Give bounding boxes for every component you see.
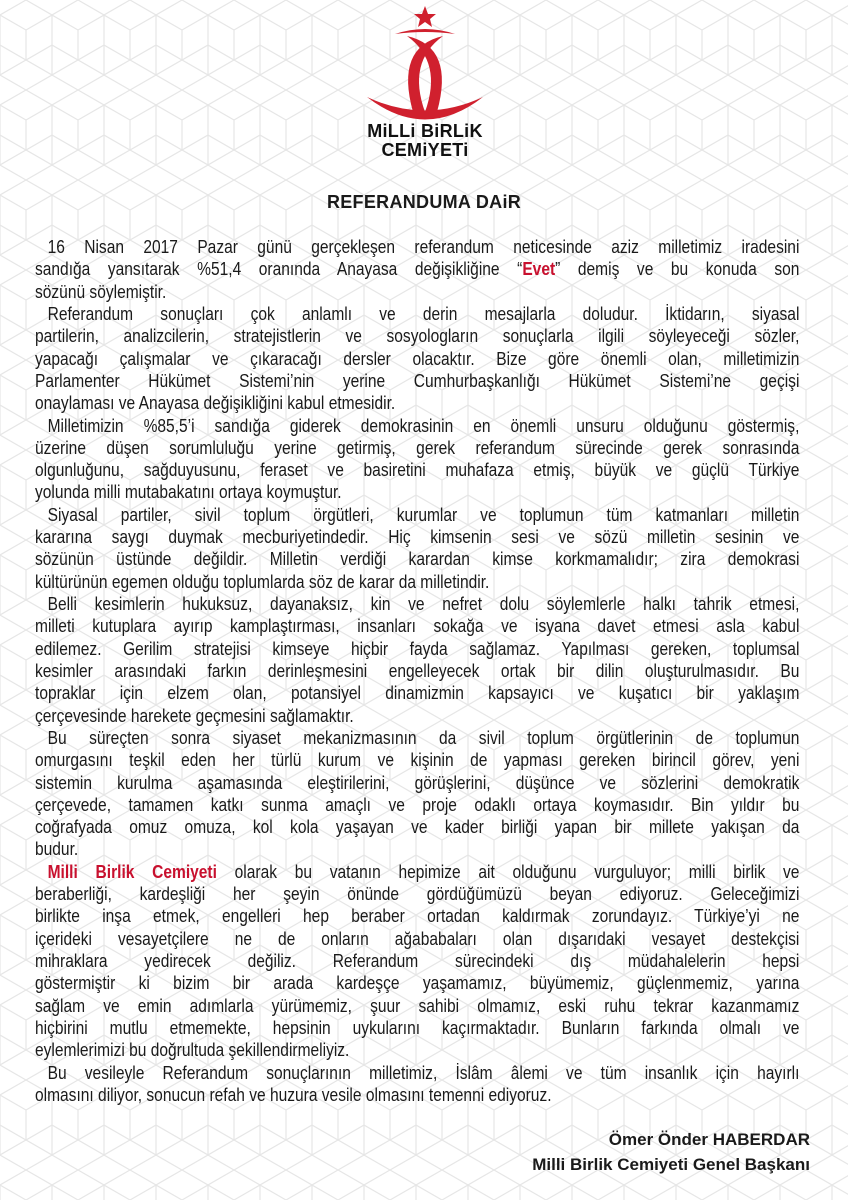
paragraph-line: eylemlerimizi bu doğrultuda şekillendirmeliyiz. [35,1039,350,1061]
paragraph-line: olgunluğunu, sağduyusunu, feraset ve basiretini muhafaza etmiş, büyük ve güçlü Türkiye [35,459,800,481]
document-title: REFERANDUMA DAiR [326,192,522,212]
paragraph-line: yolunda milli mutabakatını ortaya koymuştur. [35,481,342,503]
logo-text-line1: MiLLi BiRLiK [367,121,483,141]
paragraph-line: birlikte inşa etmek, engelleri hep beraber ortadan kaldırmak zorundayız. Türkiye’yi ne [35,905,800,927]
paragraph-line: coğrafyada omuz omuza, kol kola yaşayan ve kader birliği yapan bir millete yakışan da [35,816,800,838]
paragraph-line: 16 Nisan 2017 Pazar günü gerçekleşen referandum neticesinde aziz milletimiz iradesini [47,236,800,257]
paragraph-line: göstermiştir ki bizim bir arada kardeşçe yaşamamız, büyümemiz, güçlenmemiz, yarına [35,972,800,994]
signature-role: Milli Birlik Cemiyeti Genel Başkanı [532,1155,810,1174]
paragraph-line: hiçbirini mutlu etmemekte, hepsinin uykularını kaçırmaktadır. Bunların farkında olmalı ve [35,1016,800,1038]
paragraph-line: kesimler arasındaki farkın derinleşmesini engelleyecek ortak bir dilin oluşturulmasıdır. Bu [35,659,800,681]
paragraph-line: sözünü söylemiştir. [35,280,167,302]
paragraph-line: edilemez. Gerilim stratejisi kimseye hiçbir fayda sağlamaz. Yapılması gereken, toplumsal [35,637,800,659]
paragraph-line: Bu vesileyle Referandum sonuçlarının milletimiz, İslâm âlemi ve tüm insanlık için hayırlı [47,1061,800,1083]
milli-birlik-cemiyeti-logo [355,2,495,120]
paragraph-line: yapacağı çalışmalar ve çıkaracağı dersler olacaktır. Bize göre önemli olan, milletimizin [35,347,800,369]
paragraph-line: mihraklara yedirecek değiliz. Referandum sürecindeki dış müdahalelerin hepsi [35,950,800,971]
paragraph-line: Referandum sonuçları çok anlamlı ve derin mesajlarla doludur. İktidarın, siyasal [47,302,800,324]
crescent-icon [367,97,483,120]
signature-name: Ömer Önder HABERDAR [608,1130,810,1149]
logo-text-line2: CEMiYETi [381,140,469,160]
paragraph-line: omurgasını teşkil eden her türlü kurum ve kişinin de yapması gereken birincil görev, yeni [35,749,800,771]
paragraph-line: kültürünün egemen olduğu toplumlarda söz de karar da milletindir. [35,570,490,592]
highlighted-text: Evet [522,258,556,280]
paragraph-line: Siyasal partiler, sivil toplum örgütleri, kurumlar ve toplumun tüm katmanları milletin [47,503,800,525]
paragraph-line: Milletimizin %85,5’i sandığa giderek demokrasinin en önemli unsuru olduğunu göstermiş, [47,414,800,436]
paragraph-line: çerçevesinde harekete geçmesini sağlamaktır. [35,704,354,726]
paragraph-line: budur. [35,838,79,860]
highlighted-text: Milli Birlik Cemiyeti [47,860,217,882]
text-segment: sandığa yansıtarak %51,4 oranında Anayasa değişikliğine “ [35,258,523,280]
paragraph-line: kararına saygı duymak mecburiyetindedir. Hiç kimsenin sesi ve sözü milletin sesinin ve [35,526,800,548]
paragraph-line: Parlamenter Hükümet Sistemi’nin yerine Cumhurbaşkanlığı Hükümet Sistemi’ne geçişi [35,369,800,391]
text-segment: ” demiş ve bu konuda son [555,258,800,280]
paragraph-line: üzerine düşen sorumluluğu yerine getirmiş, gerek referandum sürecinde gerek sonrasında [35,436,800,458]
paragraph-line: onaylaması ve Anayasa değişikliğini kabul etmesidir. [35,392,396,414]
text-segment: olarak bu vatanın hepimize ait olduğunu vurguluyor; milli birlik ve [216,860,800,882]
paragraph-line: Belli kesimlerin hukuksuz, dayanaksız, kin ve nefret dolu söylemlerle halkı tahrik etmesi, [47,593,800,614]
paragraph-line: olmasını diliyor, sonucun refah ve huzura vesile olmasını temenni ediyoruz. [35,1083,552,1105]
paragraph-line: Bu süreçten sonra siyaset mekanizmasının da sivil toplum örgütlerinin de toplumun [47,726,800,748]
paragraph-line: sağlam ve emin adımlarla yürümemiz, şuur sahibi olmamız, eski ruhu tekrar kazanmamız [35,994,800,1016]
paragraph-line: sözünün üstünde değildir. Milletin verdiği karardan kimse korkmamalıdır; zira demokrasi [35,548,800,570]
paragraph-line: içerideki vesayetçilere ne de onların ağababaları olan dışarıdaki vesayet destekçisi [35,927,800,949]
paragraph-line: çerçevede, tamamen katkı sunma amaçlı ve proje odaklı ortaya koymasıdır. Bin yıldır bu [35,793,800,815]
paragraph-line: beraberliği, kardeşliği her şeyin önünde gördüğümüzü beyan ediyoruz. Geleceğimizi [35,883,800,905]
paragraph-line: topraklar için elzem olan, potansiyel dinamizmin kapsayıcı ve kuşatıcı bir yaklaşım [35,682,800,704]
paragraph-line: partilerin, analizcilerin, stratejistlerin ve sosyologların sonuçlarla ilgili söyleyeceği sözler, [35,325,800,347]
paragraph-line [35,258,799,280]
star-icon [414,6,436,27]
paragraph-line: milleti kutuplara ayırıp kamplaştırması, insanları sokağa ve isyana davet etmesi asla kabul [35,615,800,637]
paragraph-line: sistemin kurulma aşamasında eleştirilerini, görüşlerini, düşünce ve sözlerini demokratik [35,771,800,793]
document-body [35,236,799,1106]
paragraph-line [35,861,799,883]
